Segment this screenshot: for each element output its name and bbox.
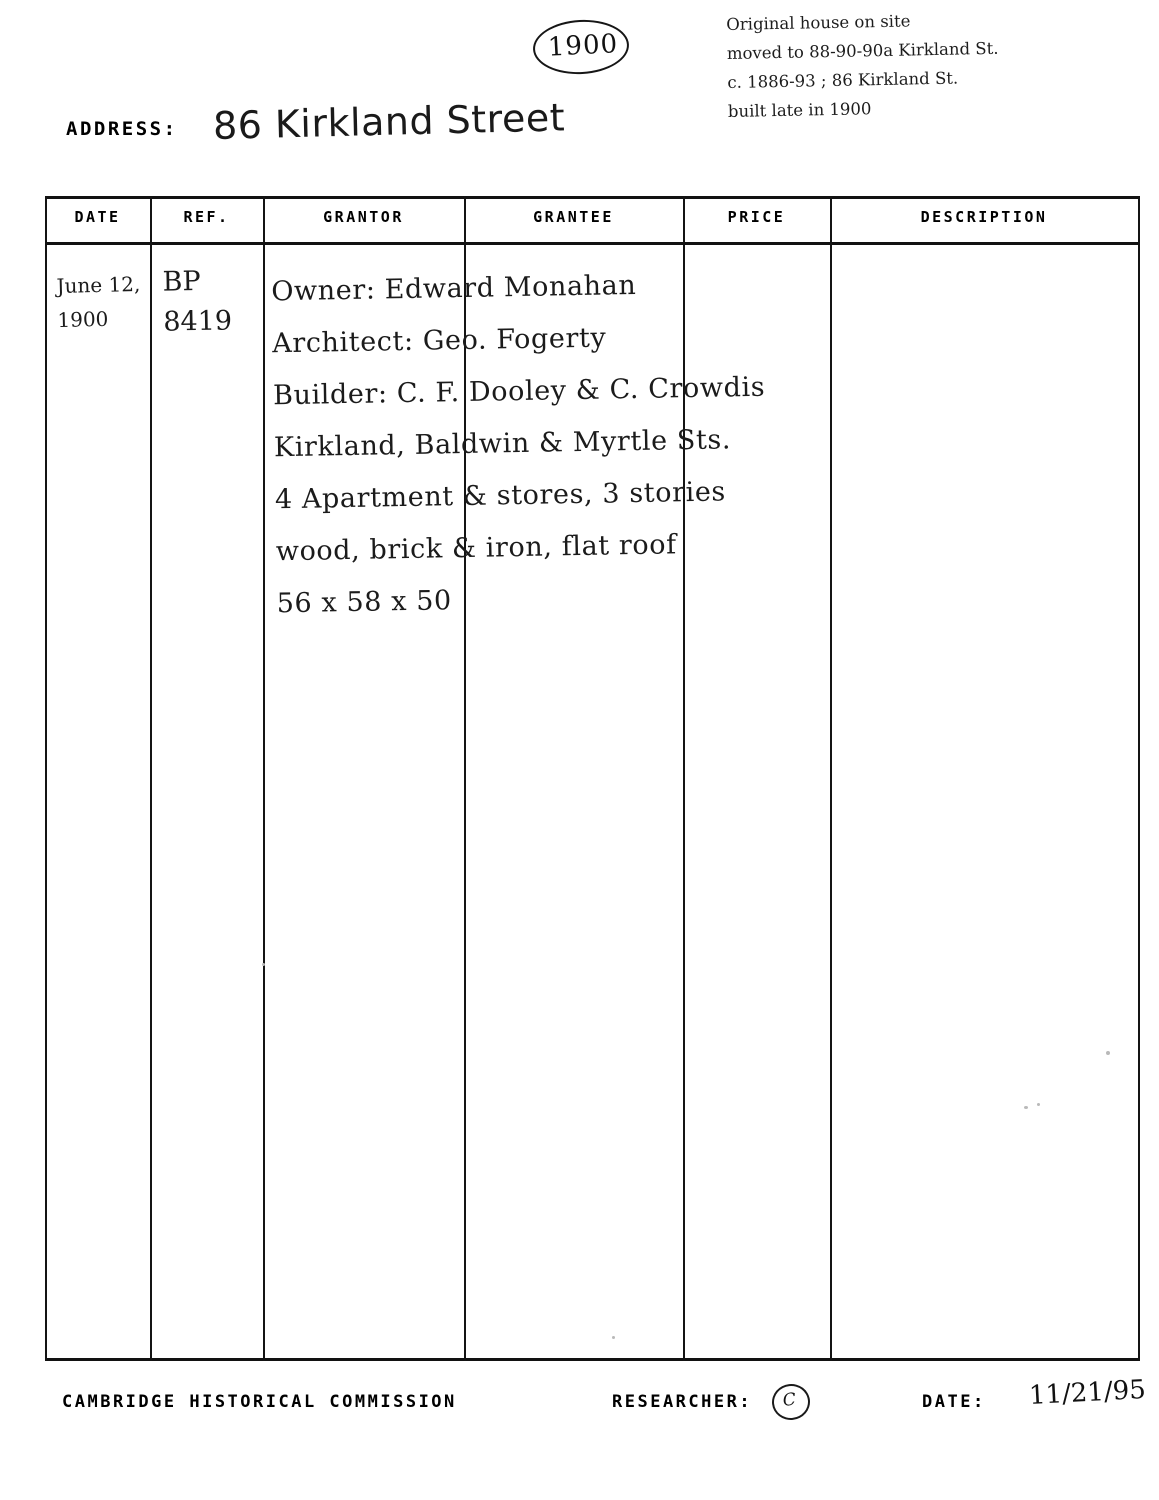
researcher-initial-circle bbox=[770, 1382, 812, 1422]
column-header-grantee: GRANTEE bbox=[533, 208, 614, 226]
scan-speck bbox=[1037, 1103, 1040, 1106]
table-bottom-border bbox=[45, 1358, 1140, 1361]
table-header-border bbox=[45, 242, 1140, 245]
column-divider-ref bbox=[263, 196, 265, 1361]
table-border-left bbox=[45, 196, 47, 1361]
address-value: 86 Kirkland Street bbox=[212, 95, 566, 148]
scan-speck bbox=[1024, 1106, 1028, 1109]
researcher-label: RESEARCHER: bbox=[612, 1392, 753, 1412]
column-header-description: DESCRIPTION bbox=[920, 208, 1048, 226]
column-header-price: PRICE bbox=[727, 208, 786, 226]
scan-speck bbox=[262, 963, 265, 966]
footer-date-value: 11/21/95 bbox=[1028, 1374, 1147, 1412]
footer-date-label: DATE: bbox=[922, 1392, 986, 1412]
column-header-date: DATE bbox=[74, 208, 121, 226]
circled-year bbox=[532, 18, 631, 77]
column-divider-price bbox=[830, 196, 832, 1361]
column-divider-date bbox=[150, 196, 152, 1361]
row-date-value: June 12, 1900 bbox=[56, 271, 141, 333]
row-ref-value: BP 8419 bbox=[162, 265, 233, 338]
column-header-ref: REF. bbox=[183, 208, 230, 226]
scan-speck bbox=[612, 1336, 615, 1339]
margin-note: Original house on site moved to 88-90-90a Kirkland St. c. 1886-93 ; 86 Kirkland St. built late in 1900 bbox=[726, 11, 999, 121]
circled-year-text: 1900 bbox=[547, 29, 619, 63]
table-border-right bbox=[1138, 196, 1140, 1361]
address-label: ADDRESS: bbox=[66, 118, 178, 140]
column-header-grantor: GRANTOR bbox=[323, 208, 404, 226]
form-footer bbox=[0, 1374, 1159, 1442]
organization-name: CAMBRIDGE HISTORICAL COMMISSION bbox=[62, 1392, 457, 1412]
researcher-initial: C bbox=[781, 1389, 797, 1411]
scan-speck bbox=[1106, 1051, 1110, 1055]
table-top-border bbox=[45, 196, 1140, 199]
row-entry-text: Owner: Edward Monahan Architect: Geo. Fogerty Builder: C. F. Dooley & C. Crowdis Kirkland, Baldwin & Myrtle Sts. 4 Apartment & stores, 3 stories wood, brick & iron, flat roof 56 x 58 x 50 bbox=[271, 269, 766, 620]
